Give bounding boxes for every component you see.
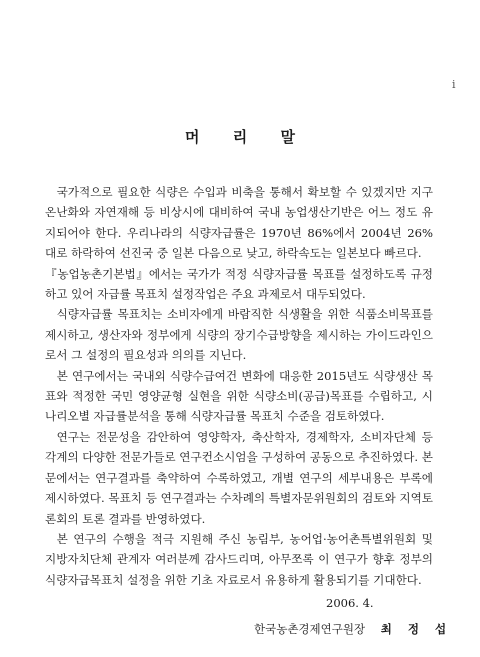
paragraph-6: 본 연구의 수행을 적극 지원해 주신 농림부, 농어업·농어촌특별위원회 및 지방자치단체 관계자 여러분께 감사드리며, 아무쪼록 이 연구가 향후 정부의 식량자급목표치 설정을 위한 기초 자료로서 유용하게 활용되기를 기대한다. [45,531,433,587]
page-title: 머 리 말 [185,128,309,146]
signature [254,621,452,637]
signature-title: 한국농촌경제연구원장 [254,622,366,636]
paragraph-1: 국가적으로 필요한 식량은 수입과 비축을 통해서 확보할 수 있겠지만 지구온난화와 자연재해 등 비상시에 대비하여 국내 농업생산기반은 어느 정도 유지되어야 한다. 우리나라의 식량자급률은 1970년 86%에서 2004년 26% 대로 하락하여 선진국 중 일본 다음으로 낮고, 하락속도는 일본보다 빠르다. [45,185,433,261]
paragraph-5: 연구는 전문성을 감안하여 영양학자, 축산학자, 경제학자, 소비자단체 등 각계의 다양한 전문가들로 연구컨소시엄을 구성하여 공동으로 추진하였다. 본문에서는 연구결과를 축약하여 수록하였고, 개별 연구의 세부내용은 부록에 제시하였다. 목표치 등 연구결과는 수차례의 특별자문위원회의 검토와 지역토론회의 토론 결과를 반영하였다. [45,429,433,526]
paragraph-4: 본 연구에서는 국내외 식량수급여건 변화에 대응한 2015년도 식량생산 목표와 적정한 국민 영양균형 실현을 위한 식량소비(공급)목표를 수립하고, 시나리오별 자급률분석을 통해 식량자급률 목표치 수준을 검토하였다. [45,368,433,424]
paragraph-2: 『농업농촌기본법』에서는 국가가 적정 식량자급률 목표를 설정하도록 규정하고 있어 자급률 목표치 설정작업은 주요 과제로서 대두되었다. [45,266,433,302]
preface-body [45,182,433,590]
date: 2006. 4. [326,596,374,610]
paragraph-3: 식량자급률 목표치는 소비자에게 바람직한 식생활을 위한 식품소비목표를 제시하고, 생산자와 정부에게 식량의 장기수급방향을 제시하는 가이드라인으로서 그 설정의 필요성과 의의를 지닌다. [45,307,433,363]
page-number: i [452,78,456,91]
signature-name: 최 정 섭 [380,622,453,636]
